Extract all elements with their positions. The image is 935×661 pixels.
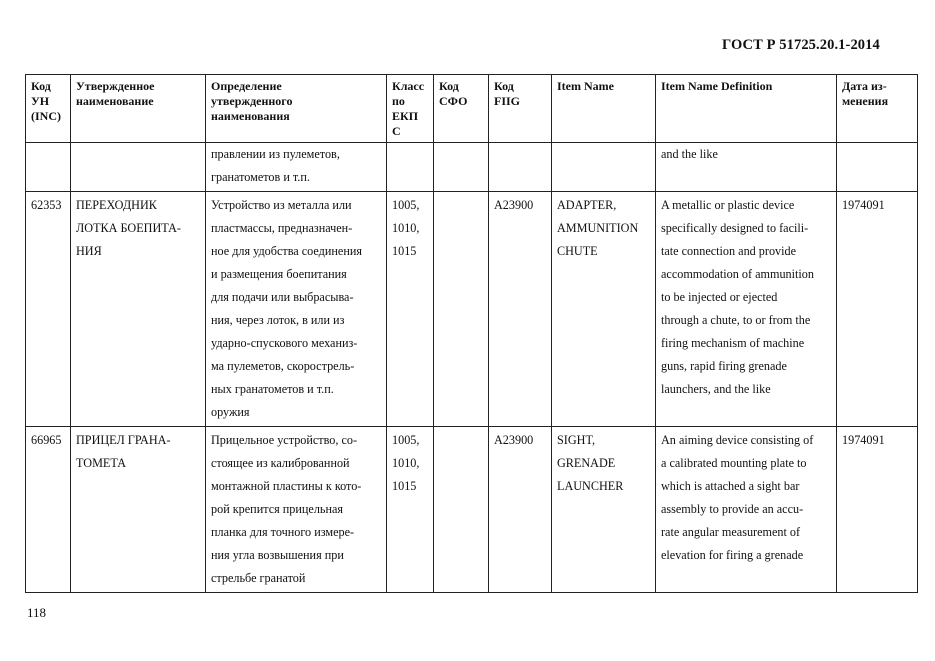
- cell-text-line: НИЯ: [76, 244, 102, 258]
- cell-col-fiig-code: [489, 427, 552, 593]
- cell-text-line: elevation for firing a grenade: [661, 548, 804, 562]
- cell-col-sfo-code: [434, 427, 489, 593]
- cell-col-item-name: [552, 143, 656, 192]
- cell-col-name-definition: [206, 427, 387, 593]
- cell-text-line: A23900: [494, 198, 534, 212]
- cell-text-line: рой крепится прицельная: [211, 502, 344, 516]
- header-text-line: Item Name: [557, 79, 614, 93]
- cell-text-line: LAUNCHER: [557, 479, 624, 493]
- header-text-line: наименование: [76, 94, 154, 108]
- cell-text-line: ADAPTER,: [557, 198, 617, 212]
- cell-text-line: Прицельное устройство, со-: [211, 433, 358, 447]
- cell-text-line: гранатометов и т.п.: [211, 170, 310, 184]
- cell-text-line: 1015: [392, 244, 417, 258]
- cell-text-line: CHUTE: [557, 244, 598, 258]
- header-col-approved-name: [71, 75, 206, 143]
- cell-text-line: 1010,: [392, 456, 420, 470]
- header-col-sfo-code: [434, 75, 489, 143]
- header-text-line: менения: [842, 94, 889, 108]
- header-text-line: СФО: [439, 94, 468, 108]
- cell-text-line: ударно-спускового механиз-: [211, 336, 358, 350]
- cell-text-line: ПЕРЕХОДНИК: [76, 198, 157, 212]
- header-text-line: ЕКП: [392, 109, 419, 123]
- cell-text-line: A metallic or plastic device: [661, 198, 795, 212]
- cell-col-item-name-definition: [656, 427, 837, 593]
- cell-col-approved-name: [71, 427, 206, 593]
- header-text-line: Item Name Definition: [661, 79, 773, 93]
- header-text-line: наименования: [211, 109, 290, 123]
- cell-text-line: GRENADE: [557, 456, 616, 470]
- cell-text-line: A23900: [494, 433, 534, 447]
- header-text-line: Класс: [392, 79, 425, 93]
- cell-text-line: ных гранатометов и т.п.: [211, 382, 334, 396]
- cell-col-fiig-code: [489, 143, 552, 192]
- cell-text-line: firing mechanism of machine: [661, 336, 805, 350]
- table-header-row: [26, 75, 918, 143]
- cell-col-class: [387, 143, 434, 192]
- cell-col-change-date: [837, 143, 918, 192]
- cell-text-line: rate angular measurement of: [661, 525, 801, 539]
- cell-text-line: launchers, and the like: [661, 382, 771, 396]
- page-number: 118: [27, 605, 47, 620]
- cell-col-name-definition: [206, 143, 387, 192]
- cell-text-line: стоящее из калиброванной: [211, 456, 350, 470]
- cell-text-line: to be injected or ejected: [661, 290, 778, 304]
- header-text-line: утвержденного: [211, 94, 293, 108]
- cell-text-line: ПРИЦЕЛ ГРАНА-: [76, 433, 171, 447]
- cell-text-line: ма пулеметов, скорострель-: [211, 359, 355, 373]
- cell-text-line: монтажной пластины к кото-: [211, 479, 362, 493]
- header-col-inc-code: [26, 75, 71, 143]
- table-row: [26, 192, 918, 427]
- header-text-line: Код: [439, 79, 459, 93]
- cell-col-name-definition: [206, 192, 387, 427]
- header-text-line: С: [392, 124, 401, 138]
- table-row: [26, 143, 918, 192]
- header-text-line: Утвержденное: [76, 79, 155, 93]
- cell-col-item-name: [552, 192, 656, 427]
- cell-text-line: guns, rapid firing grenade: [661, 359, 787, 373]
- cell-text-line: 1010,: [392, 221, 420, 235]
- cell-text-line: и размещения боепитания: [211, 267, 347, 281]
- cell-col-fiig-code: [489, 192, 552, 427]
- cell-text-line: a calibrated mounting plate to: [661, 456, 807, 470]
- header-text-line: Дата из-: [842, 79, 887, 93]
- cell-text-line: оружия: [211, 405, 250, 419]
- cell-col-item-name: [552, 427, 656, 593]
- cell-text-line: 62353: [31, 198, 62, 212]
- cell-col-change-date: [837, 427, 918, 593]
- cell-text-line: tate connection and provide: [661, 244, 797, 258]
- cell-col-inc-code: [26, 143, 71, 192]
- cell-text-line: SIGHT,: [557, 433, 596, 447]
- cell-text-line: 1974091: [842, 433, 885, 447]
- cell-text-line: through a chute, to or from the: [661, 313, 811, 327]
- cell-col-inc-code: [26, 192, 71, 427]
- header-text-line: FIIG: [494, 94, 521, 108]
- cell-text-line: assembly to provide an accu-: [661, 502, 804, 516]
- header-col-item-name-definition: [656, 75, 837, 143]
- header-text-line: (INC): [31, 109, 61, 123]
- standard-designation: ГОСТ Р 51725.20.1-2014: [722, 37, 880, 53]
- cell-text-line: 66965: [31, 433, 62, 447]
- cell-text-line: 1005,: [392, 433, 420, 447]
- header-text-line: Код: [31, 79, 51, 93]
- header-col-class: [387, 75, 434, 143]
- cell-col-inc-code: [26, 427, 71, 593]
- table-row: [26, 427, 918, 593]
- header-col-name-definition: [206, 75, 387, 143]
- cell-text-line: ния угла возвышения при: [211, 548, 344, 562]
- cell-text-line: планка для точного измере-: [211, 525, 355, 539]
- cell-text-line: 1005,: [392, 198, 420, 212]
- cell-text-line: для подачи или выбрасыва-: [211, 290, 354, 304]
- cell-col-approved-name: [71, 192, 206, 427]
- table-body: [26, 143, 918, 593]
- cell-text-line: and the like: [661, 147, 718, 161]
- data-table: [25, 74, 918, 593]
- header-text-line: Определение: [211, 79, 282, 93]
- header-col-fiig-code: [489, 75, 552, 143]
- cell-text-line: 1015: [392, 479, 417, 493]
- cell-text-line: правлении из пулеметов,: [211, 147, 340, 161]
- cell-text-line: ТОМЕТА: [76, 456, 127, 470]
- cell-col-item-name-definition: [656, 192, 837, 427]
- cell-col-sfo-code: [434, 192, 489, 427]
- cell-col-sfo-code: [434, 143, 489, 192]
- cell-col-item-name-definition: [656, 143, 837, 192]
- cell-text-line: which is attached a sight bar: [661, 479, 800, 493]
- cell-text-line: ния, через лоток, в или из: [211, 313, 345, 327]
- cell-col-class: [387, 192, 434, 427]
- cell-text-line: AMMUNITION: [557, 221, 639, 235]
- header-text-line: Код: [494, 79, 514, 93]
- cell-text-line: ное для удобства соединения: [211, 244, 362, 258]
- cell-text-line: An aiming device consisting of: [661, 433, 814, 447]
- cell-text-line: ЛОТКА БОЕПИТА-: [76, 221, 181, 235]
- cell-col-change-date: [837, 192, 918, 427]
- cell-col-class: [387, 427, 434, 593]
- cell-text-line: пластмассы, предназначен-: [211, 221, 353, 235]
- cell-text-line: 1974091: [842, 198, 885, 212]
- header-text-line: по: [392, 94, 405, 108]
- cell-text-line: стрельбе гранатой: [211, 571, 306, 585]
- header-col-item-name: [552, 75, 656, 143]
- cell-text-line: specifically designed to facili-: [661, 221, 809, 235]
- header-text-line: УН: [31, 94, 50, 108]
- header-col-change-date: [837, 75, 918, 143]
- cell-text-line: accommodation of ammunition: [661, 267, 814, 281]
- cell-text-line: Устройство из металла или: [211, 198, 352, 212]
- cell-col-approved-name: [71, 143, 206, 192]
